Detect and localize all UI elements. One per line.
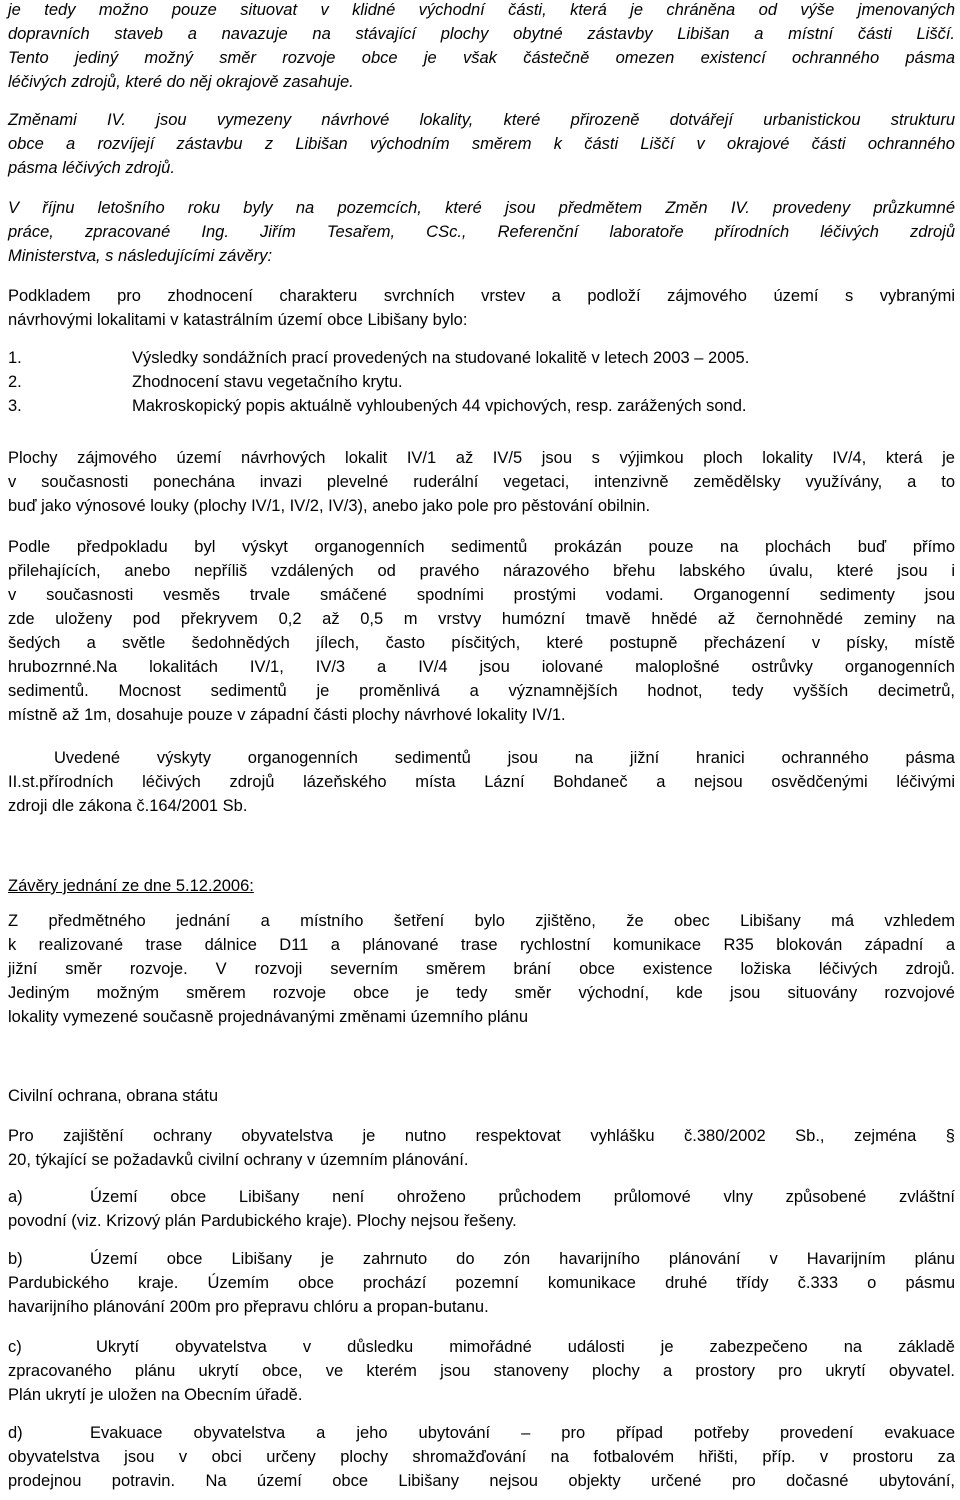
plochy-paragraph xyxy=(8,446,955,518)
text-line: místně až 1m, dosahuje pouze v západní části plochy návrhové lokality IV/1. xyxy=(8,706,566,724)
podklad-paragraph xyxy=(8,284,955,332)
heading-text: Civilní ochrana, obrana státu xyxy=(8,1087,219,1105)
text-line: zpracovaného plánu ukrytí obce, ve kterém jsou stanoveny plochy a prostory pro ukrytí obyvatel. xyxy=(8,1362,955,1380)
civil-heading xyxy=(8,1084,955,1108)
item-b xyxy=(8,1247,955,1319)
text-line xyxy=(8,1421,955,1445)
item-label: a) xyxy=(8,1188,23,1206)
text-line: buď jako výnosové louky (plochy IV/1, IV/2, IV/3), anebo jako pole pro pěstování obilnin. xyxy=(8,497,651,515)
text-line: sedimentů. Mocnost sedimentů je proměnlivá a významnějších hodnot, tedy vyšších decimetrů, xyxy=(8,682,955,700)
text-line: návrhovými lokalitami v katastrálním území obce Libišany bylo: xyxy=(8,311,468,329)
list-text: Výsledky sondážních prací provedených na studované lokalitě v letech 2003 – 2005. xyxy=(132,349,750,367)
list-text: Makroskopický popis aktuálně vyhloubených 44 vpichových, resp. zarážených sond. xyxy=(132,397,747,415)
rijen-paragraph xyxy=(8,196,955,268)
zavery-paragraph xyxy=(8,909,955,1029)
text-line: Plochy zájmového území návrhových lokalit IV/1 až IV/5 jsou s výjimkou ploch lokality IV/4, která je xyxy=(8,449,955,467)
text-line: dopravních staveb a navazuje na stávající plochy obytné zástavby Libišan a místní části Liščí. xyxy=(8,25,955,43)
list-item xyxy=(8,346,955,370)
text-line: jižní směr rozvoje. V rozvoji severním směrem brání obce existence ložiska léčivých zdrojů. xyxy=(8,960,955,978)
podle-paragraph xyxy=(8,535,955,727)
item-text: Ukrytí obyvatelstva v důsledku mimořádné události je zabezpečeno na základě xyxy=(96,1338,955,1356)
item-label: b) xyxy=(8,1250,23,1268)
text-line xyxy=(8,1185,955,1209)
text-line xyxy=(8,1247,955,1271)
text-line: Z předmětného jednání a místního šetření bylo zjištěno, že obec Libišany má vzhledem xyxy=(8,912,955,930)
text-line: Jediným možným směrem rozvoje obce je tedy směr východní, kde jsou situovány rozvojové xyxy=(8,984,955,1002)
list-item xyxy=(8,370,955,394)
text-line: obce a rozvíjejí zástavbu z Libišan východním směrem k části Liščí v okrajové části ochranného xyxy=(8,135,955,153)
text-line: přilehajících, anebo nepříliš vzdálených od pravého nárazového břehu labského úvalu, které jsou i xyxy=(8,562,955,580)
zavery-heading xyxy=(8,874,955,898)
intro-paragraph xyxy=(8,0,955,94)
text-line: povodní (viz. Krizový plán Pardubického kraje). Plochy nejsou řešeny. xyxy=(8,1212,517,1230)
text-line: Změnami IV. jsou vymezeny návrhové lokality, které přirozeně dotvářejí urbanistickou strukturu xyxy=(8,111,955,129)
text-line: 20, týkající se požadavků civilní ochrany v územním plánování. xyxy=(8,1151,469,1169)
heading-text: Závěry jednání ze dne 5.12.2006: xyxy=(8,877,254,895)
list-text: Zhodnocení stavu vegetačního krytu. xyxy=(132,373,403,391)
text-line: Pro zajištění ochrany obyvatelstva je nutno respektovat vyhlášku č.380/2002 Sb., zejména § xyxy=(8,1127,955,1145)
text-line: hrubozrnné.Na lokalitách IV/1, IV/3 a IV/4 jsou iolované maloplošné ostrůvky organogenních xyxy=(8,658,955,676)
item-label: c) xyxy=(8,1338,22,1356)
list-number: 1. xyxy=(8,349,22,367)
item-a xyxy=(8,1185,955,1233)
text-line: šedých a světle šedohnědých jílech, často písčitých, které postupně přecházení v písky, místě xyxy=(8,634,955,652)
text-line: havarijního plánování 200m pro přepravu chlóru a propan-butanu. xyxy=(8,1298,489,1316)
civil-paragraph xyxy=(8,1124,955,1172)
text-line: Uvedené výskyty organogenních sedimentů jsou na jižní hranici ochranného pásma xyxy=(54,749,955,767)
item-text: Evakuace obyvatelstva a jeho ubytování – pro případ potřeby provedení evakuace xyxy=(90,1424,955,1442)
zmeny-paragraph xyxy=(8,108,955,180)
item-c xyxy=(8,1335,955,1407)
item-text: Území obce Libišany je zahrnuto do zón havarijního plánování v Havarijním plánu xyxy=(90,1250,955,1268)
list-number: 2. xyxy=(8,373,22,391)
text-line xyxy=(8,1335,955,1359)
text-line: II.st.přírodních léčivých zdrojů lázeňského místa Lázní Bohdaneč a nejsou osvědčenými léčivými xyxy=(8,773,955,791)
text-line: práce, zpracované Ing. Jiřím Tesařem, CSc., Referenční laboratoře přírodních léčivých zdrojů xyxy=(8,223,955,241)
text-line: prodejnou potravin. Na území obce Libišany nejsou objekty určené pro dočasné ubytování, xyxy=(8,1472,955,1490)
text-line: Pardubického kraje. Územím obce prochází pozemní komunikace druhé třídy č.333 o pásmu xyxy=(8,1274,955,1292)
list-number: 3. xyxy=(8,397,22,415)
uvedene-paragraph xyxy=(8,746,955,818)
text-line: zdroji dle zákona č.164/2001 Sb. xyxy=(8,797,248,815)
text-line: obyvatelstva jsou v obci určeny plochy shromažďování na fotbalovém hřišti, příp. v prostoru za xyxy=(8,1448,955,1466)
text-line: v současnosti ponechána invazi plevelné ruderální vegetaci, intenzivně zemědělsky využívány, a to xyxy=(8,473,955,491)
text-line: Podkladem pro zhodnocení charakteru svrchních vrstev a podloží zájmového území s vybranými xyxy=(8,287,955,305)
text-line: Podle předpokladu byl výskyt organogenních sedimentů prokázán pouze na plochách buď přímo xyxy=(8,538,955,556)
text-line: Ministerstva, s následujícími závěry: xyxy=(8,247,273,265)
text-line: léčivých zdrojů, které do něj okrajově zasahuje. xyxy=(8,73,354,91)
text-line: je tedy možno pouze situovat v klidné východní části, která je chráněna od výše jmenovaných xyxy=(8,1,955,19)
list-item xyxy=(8,394,955,418)
item-text: Území obce Libišany není ohroženo průchodem průlomové vlny způsobené zvláštní xyxy=(90,1188,955,1206)
item-label: d) xyxy=(8,1424,23,1442)
item-d xyxy=(8,1421,955,1493)
text-line: v současnosti vesměs trvale smáčené spodními prostými vodami. Organogenní sedimenty jsou xyxy=(8,586,955,604)
text-line: pásma léčivých zdrojů. xyxy=(8,159,175,177)
text-line: k realizované trase dálnice D11 a plánované trase rychlostní komunikace R35 blokován západní a xyxy=(8,936,955,954)
text-line: V říjnu letošního roku byly na pozemcích, které jsou předmětem Změn IV. provedeny průzkumné xyxy=(8,199,955,217)
text-line: Tento jediný možný směr rozvoje obce je však částečně omezen existencí ochranného pásma xyxy=(8,49,955,67)
text-line: Plán ukrytí je uložen na Obecním úřadě. xyxy=(8,1386,303,1404)
text-line: zde uloženy pod překryvem 0,2 až 0,5 m vrstvy humózní tmavě hnědé až černohnědé zeminy na xyxy=(8,610,955,628)
text-line: lokality vymezené současně projednávanými změnami územního plánu xyxy=(8,1008,529,1026)
